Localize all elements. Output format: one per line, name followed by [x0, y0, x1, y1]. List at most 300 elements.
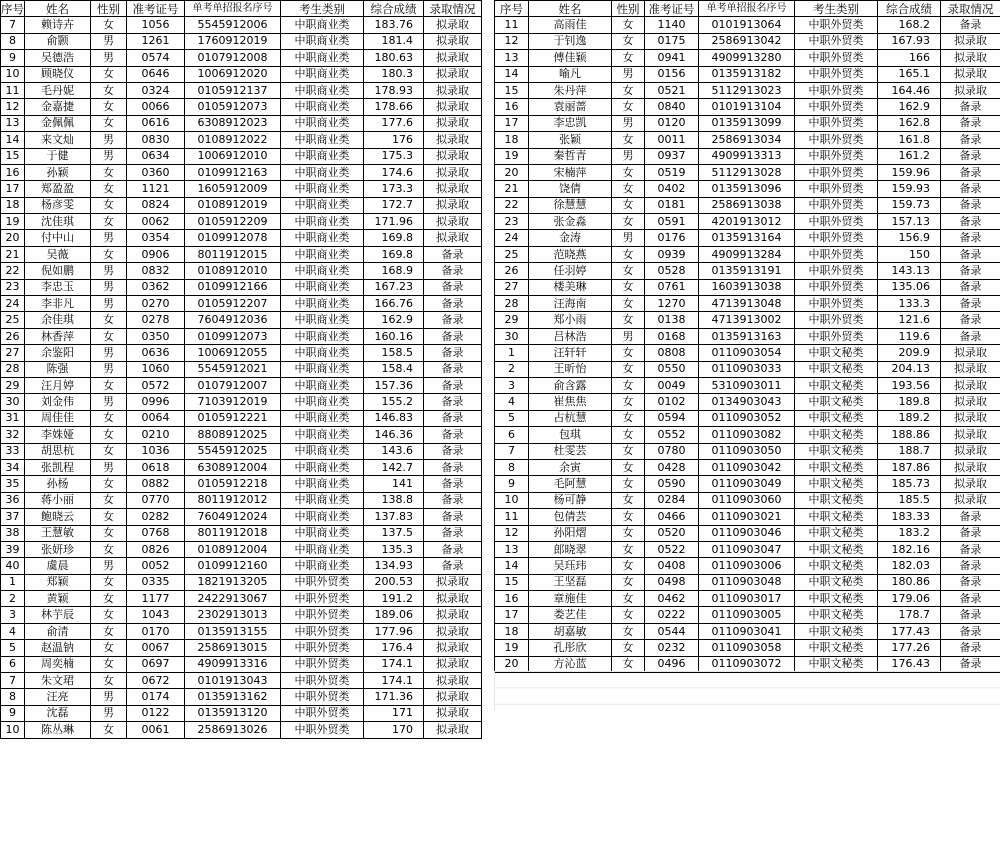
cell-registration-no: 4713913002	[699, 312, 795, 328]
cell-exam-id: 0175	[645, 33, 699, 49]
cell-gender: 女	[612, 361, 645, 377]
cell-gender: 女	[612, 279, 645, 295]
cell-index: 6	[1, 656, 25, 672]
cell-index: 16	[495, 99, 529, 115]
cell-gender: 女	[91, 722, 127, 738]
cell-name: 王慧敏	[25, 525, 91, 541]
cell-exam-id: 0354	[127, 230, 185, 246]
cell-registration-no: 2302913013	[185, 607, 281, 623]
cell-category: 中职商业类	[281, 345, 364, 361]
cell-index: 2	[1, 591, 25, 607]
cell-category: 中职商业类	[281, 509, 364, 525]
cell-registration-no: 1760912019	[185, 33, 281, 49]
cell-registration-no: 0135913162	[185, 689, 281, 705]
cell-gender: 女	[612, 164, 645, 180]
cell-category: 中职商业类	[281, 246, 364, 262]
cell-registration-no: 4201913012	[699, 214, 795, 230]
cell-index: 8	[1, 689, 25, 705]
cell-registration-no: 0105912218	[185, 476, 281, 492]
cell-registration-no: 0110903047	[699, 541, 795, 557]
cell-admission: 拟录取	[941, 33, 1000, 49]
cell-index: 15	[1, 148, 25, 164]
cell-name: 汪月婷	[25, 377, 91, 393]
cell-exam-id: 0590	[645, 476, 699, 492]
cell-category: 中职商业类	[281, 558, 364, 574]
table-row	[495, 361, 1000, 377]
cell-category: 中职外贸类	[281, 656, 364, 672]
table-row	[1, 181, 482, 197]
cell-name: 陈丛琳	[25, 722, 91, 738]
cell-exam-id: 0646	[127, 66, 185, 82]
cell-index: 22	[495, 197, 529, 213]
cell-name: 饶倩	[529, 181, 612, 197]
cell-exam-id: 0840	[645, 99, 699, 115]
cell-name: 余鉴阳	[25, 345, 91, 361]
cell-score: 133.3	[878, 296, 941, 312]
table-row	[495, 230, 1000, 246]
header-gender: 性别	[91, 1, 127, 17]
table-row	[1, 345, 482, 361]
cell-gender: 女	[612, 591, 645, 607]
cell-score: 183.33	[878, 509, 941, 525]
cell-exam-id: 0428	[645, 459, 699, 475]
cell-index: 18	[495, 623, 529, 639]
cell-gender: 女	[91, 246, 127, 262]
cell-exam-id: 0519	[645, 164, 699, 180]
cell-score: 134.93	[364, 558, 424, 574]
cell-exam-id: 0522	[645, 541, 699, 557]
cell-admission: 拟录取	[941, 394, 1000, 410]
cell-gender: 女	[612, 296, 645, 312]
cell-registration-no: 0110903033	[699, 361, 795, 377]
cell-score: 146.36	[364, 427, 424, 443]
cell-gender: 男	[612, 66, 645, 82]
cell-exam-id: 0591	[645, 214, 699, 230]
cell-gender: 女	[91, 410, 127, 426]
cell-index: 8	[495, 459, 529, 475]
table-row	[495, 214, 1000, 230]
table-row	[1, 427, 482, 443]
table-row	[495, 33, 1000, 49]
cell-name: 余佳琪	[25, 312, 91, 328]
right-score-table	[494, 0, 1000, 673]
cell-name: 孙杨	[25, 476, 91, 492]
cell-registration-no: 7604912024	[185, 509, 281, 525]
cell-admission: 备录	[424, 394, 482, 410]
cell-registration-no: 0110903021	[699, 509, 795, 525]
cell-admission: 备录	[941, 115, 1000, 131]
cell-name: 娄艺佳	[529, 607, 612, 623]
cell-index: 17	[1, 181, 25, 197]
cell-name: 于钊逸	[529, 33, 612, 49]
cell-index: 26	[1, 328, 25, 344]
table-row	[495, 459, 1000, 475]
table-row	[1, 148, 482, 164]
header-admission: 录取情况	[941, 1, 1000, 17]
cell-category: 中职外贸类	[795, 312, 878, 328]
cell-index: 25	[1, 312, 25, 328]
cell-registration-no: 8808912025	[185, 427, 281, 443]
table-row	[1, 263, 482, 279]
cell-name: 周奕楠	[25, 656, 91, 672]
cell-score: 135.3	[364, 541, 424, 557]
table-row	[1, 33, 482, 49]
cell-exam-id: 0830	[127, 132, 185, 148]
cell-name: 沈磊	[25, 705, 91, 721]
cell-exam-id: 0636	[127, 345, 185, 361]
cell-registration-no: 0135913099	[699, 115, 795, 131]
cell-category: 中职商业类	[281, 66, 364, 82]
cell-exam-id: 0616	[127, 115, 185, 131]
cell-category: 中职外贸类	[281, 705, 364, 721]
cell-registration-no: 0110903042	[699, 459, 795, 475]
cell-exam-id: 0067	[127, 640, 185, 656]
table-row	[1, 361, 482, 377]
cell-score: 189.2	[878, 410, 941, 426]
cell-registration-no: 4713913048	[699, 296, 795, 312]
table-row	[1, 230, 482, 246]
cell-registration-no: 8011912012	[185, 492, 281, 508]
cell-score: 189.8	[878, 394, 941, 410]
cell-score: 180.63	[364, 50, 424, 66]
cell-category: 中职商业类	[281, 148, 364, 164]
cell-registration-no: 0109912078	[185, 230, 281, 246]
cell-score: 189.06	[364, 607, 424, 623]
cell-gender: 男	[91, 132, 127, 148]
cell-admission: 备录	[941, 328, 1000, 344]
cell-index: 30	[1, 394, 25, 410]
cell-registration-no: 5545912025	[185, 443, 281, 459]
cell-category: 中职文秘类	[795, 345, 878, 361]
cell-admission: 备录	[424, 459, 482, 475]
cell-category: 中职外贸类	[281, 607, 364, 623]
cell-score: 161.8	[878, 132, 941, 148]
cell-admission: 备录	[941, 132, 1000, 148]
cell-name: 俞含露	[529, 377, 612, 393]
cell-gender: 女	[91, 673, 127, 689]
cell-exam-id: 1036	[127, 443, 185, 459]
cell-gender: 女	[612, 394, 645, 410]
cell-gender: 女	[612, 443, 645, 459]
cell-admission: 备录	[424, 525, 482, 541]
cell-exam-id: 0550	[645, 361, 699, 377]
cell-exam-id: 0808	[645, 345, 699, 361]
header-row	[495, 1, 1000, 17]
cell-index: 8	[1, 33, 25, 49]
cell-registration-no: 0135913096	[699, 181, 795, 197]
table-row	[1, 197, 482, 213]
cell-score: 182.16	[878, 541, 941, 557]
table-row	[1, 574, 482, 590]
cell-gender: 女	[91, 66, 127, 82]
cell-name: 毛阿慧	[529, 476, 612, 492]
cell-score: 146.83	[364, 410, 424, 426]
cell-registration-no: 1821913205	[185, 574, 281, 590]
cell-category: 中职外贸类	[795, 246, 878, 262]
cell-name: 李忠凯	[529, 115, 612, 131]
cell-exam-id: 0138	[645, 312, 699, 328]
cell-exam-id: 1177	[127, 591, 185, 607]
cell-registration-no: 4909913284	[699, 246, 795, 262]
table-row	[495, 509, 1000, 525]
cell-gender: 女	[91, 197, 127, 213]
cell-registration-no: 0109912163	[185, 164, 281, 180]
cell-score: 181.4	[364, 33, 424, 49]
cell-category: 中职外贸类	[795, 263, 878, 279]
table-row	[495, 263, 1000, 279]
cell-score: 166.76	[364, 296, 424, 312]
cell-name: 吴德浩	[25, 50, 91, 66]
cell-index: 3	[1, 607, 25, 623]
cell-registration-no: 5310903011	[699, 377, 795, 393]
cell-category: 中职文秘类	[795, 574, 878, 590]
cell-index: 15	[495, 82, 529, 98]
cell-registration-no: 0134903043	[699, 394, 795, 410]
table-row	[1, 558, 482, 574]
table-row	[1, 459, 482, 475]
cell-registration-no: 2586913042	[699, 33, 795, 49]
cell-index: 14	[495, 66, 529, 82]
cell-exam-id: 0761	[645, 279, 699, 295]
cell-score: 160.16	[364, 328, 424, 344]
cell-registration-no: 0105912073	[185, 99, 281, 115]
left-score-table	[0, 0, 482, 739]
cell-registration-no: 0101913064	[699, 17, 795, 33]
cell-exam-id: 0102	[645, 394, 699, 410]
cell-registration-no: 7103912019	[185, 394, 281, 410]
cell-admission: 拟录取	[941, 459, 1000, 475]
cell-score: 156.9	[878, 230, 941, 246]
cell-admission: 备录	[941, 623, 1000, 639]
cell-exam-id: 0066	[127, 99, 185, 115]
cell-registration-no: 6308912004	[185, 459, 281, 475]
cell-registration-no: 0105912209	[185, 214, 281, 230]
cell-category: 中职外贸类	[281, 722, 364, 738]
cell-exam-id: 0544	[645, 623, 699, 639]
cell-admission: 拟录取	[424, 230, 482, 246]
cell-index: 27	[1, 345, 25, 361]
cell-score: 177.6	[364, 115, 424, 131]
cell-name: 秦哲青	[529, 148, 612, 164]
cell-gender: 女	[91, 443, 127, 459]
cell-registration-no: 0105912221	[185, 410, 281, 426]
cell-gender: 男	[91, 689, 127, 705]
cell-registration-no: 0135913155	[185, 623, 281, 639]
cell-registration-no: 2586913038	[699, 197, 795, 213]
cell-category: 中职文秘类	[795, 476, 878, 492]
cell-gender: 女	[612, 492, 645, 508]
cell-name: 宋楠萍	[529, 164, 612, 180]
cell-gender: 男	[91, 148, 127, 164]
cell-exam-id: 0520	[645, 525, 699, 541]
cell-exam-id: 0996	[127, 394, 185, 410]
cell-exam-id: 0176	[645, 230, 699, 246]
cell-gender: 女	[612, 623, 645, 639]
cell-gender: 女	[612, 181, 645, 197]
cell-score: 174.1	[364, 656, 424, 672]
cell-score: 171.36	[364, 689, 424, 705]
cell-gender: 女	[612, 607, 645, 623]
cell-admission: 拟录取	[941, 476, 1000, 492]
cell-gender: 女	[612, 574, 645, 590]
cell-index: 14	[495, 558, 529, 574]
header-index: 序号	[1, 1, 24, 16]
cell-score: 178.93	[364, 82, 424, 98]
cell-name: 楼美琳	[529, 279, 612, 295]
header-exam-id: 准考证号	[645, 1, 699, 17]
cell-name: 朱丹萍	[529, 82, 612, 98]
cell-gender: 男	[91, 263, 127, 279]
cell-name: 杨可静	[529, 492, 612, 508]
cell-exam-id: 0528	[645, 263, 699, 279]
cell-category: 中职文秘类	[795, 591, 878, 607]
cell-gender: 女	[91, 312, 127, 328]
cell-index: 25	[495, 246, 529, 262]
cell-admission: 拟录取	[424, 574, 482, 590]
cell-score: 170	[364, 722, 424, 738]
cell-index: 6	[495, 427, 529, 443]
cell-gender: 男	[91, 33, 127, 49]
cell-gender: 女	[612, 558, 645, 574]
cell-score: 188.7	[878, 443, 941, 459]
cell-category: 中职文秘类	[795, 377, 878, 393]
table-row	[1, 525, 482, 541]
table-row	[495, 328, 1000, 344]
table-row	[495, 17, 1000, 33]
cell-admission: 备录	[424, 296, 482, 312]
header-category: 考生类别	[281, 1, 364, 17]
cell-name: 徐慧慧	[529, 197, 612, 213]
cell-index: 19	[495, 640, 529, 656]
empty-grid-area	[494, 671, 1000, 711]
cell-exam-id: 0168	[645, 328, 699, 344]
cell-index: 22	[1, 263, 25, 279]
cell-name: 金涛	[529, 230, 612, 246]
cell-index: 37	[1, 509, 25, 525]
cell-registration-no: 0135913164	[699, 230, 795, 246]
table-row	[495, 345, 1000, 361]
cell-category: 中职文秘类	[795, 410, 878, 426]
cell-index: 27	[495, 279, 529, 295]
cell-score: 200.53	[364, 574, 424, 590]
cell-exam-id: 0049	[645, 377, 699, 393]
cell-index: 11	[495, 509, 529, 525]
table-row	[1, 394, 482, 410]
cell-score: 141	[364, 476, 424, 492]
cell-admission: 备录	[424, 377, 482, 393]
cell-category: 中职文秘类	[795, 509, 878, 525]
cell-name: 方沁蓝	[529, 656, 612, 672]
cell-registration-no: 5112913023	[699, 82, 795, 98]
cell-category: 中职商业类	[281, 132, 364, 148]
cell-name: 陈强	[25, 361, 91, 377]
cell-admission: 备录	[424, 541, 482, 557]
cell-gender: 女	[612, 541, 645, 557]
cell-registration-no: 0107912007	[185, 377, 281, 393]
cell-admission: 拟录取	[424, 66, 482, 82]
cell-gender: 女	[91, 607, 127, 623]
cell-name: 王昕怡	[529, 361, 612, 377]
header-name: 姓名	[529, 1, 612, 17]
cell-admission: 拟录取	[941, 410, 1000, 426]
cell-registration-no: 0107912008	[185, 50, 281, 66]
table-row	[495, 591, 1000, 607]
cell-score: 137.5	[364, 525, 424, 541]
cell-name: 张凯程	[25, 459, 91, 475]
table-row	[495, 410, 1000, 426]
header-category: 考生类别	[795, 1, 878, 17]
cell-name: 崔焦焦	[529, 394, 612, 410]
cell-exam-id: 0939	[645, 246, 699, 262]
cell-name: 赖诗卉	[25, 17, 91, 33]
cell-category: 中职文秘类	[795, 607, 878, 623]
cell-admission: 拟录取	[424, 164, 482, 180]
cell-category: 中职外贸类	[795, 328, 878, 344]
cell-name: 来文灿	[25, 132, 91, 148]
cell-admission: 备录	[941, 558, 1000, 574]
cell-gender: 女	[91, 640, 127, 656]
cell-gender: 女	[612, 656, 645, 672]
table-row	[1, 689, 482, 705]
cell-admission: 备录	[941, 181, 1000, 197]
cell-score: 138.8	[364, 492, 424, 508]
cell-category: 中职商业类	[281, 296, 364, 312]
cell-registration-no: 0108912022	[185, 132, 281, 148]
cell-admission: 拟录取	[424, 722, 482, 738]
cell-name: 章施佳	[529, 591, 612, 607]
table-row	[1, 115, 482, 131]
header-index: 序号	[495, 1, 529, 17]
cell-admission: 拟录取	[941, 443, 1000, 459]
cell-admission: 备录	[424, 279, 482, 295]
cell-name: 胡嘉敏	[529, 623, 612, 639]
cell-registration-no: 0110903054	[699, 345, 795, 361]
cell-admission: 拟录取	[424, 148, 482, 164]
table-row	[1, 99, 482, 115]
cell-gender: 女	[612, 214, 645, 230]
table-row	[495, 607, 1000, 623]
cell-name: 刘金伟	[25, 394, 91, 410]
cell-exam-id: 0498	[645, 574, 699, 590]
cell-exam-id: 0282	[127, 509, 185, 525]
cell-index: 7	[1, 673, 25, 689]
cell-gender: 女	[612, 410, 645, 426]
cell-exam-id: 0941	[645, 50, 699, 66]
cell-registration-no: 5545912021	[185, 361, 281, 377]
cell-exam-id: 1140	[645, 17, 699, 33]
cell-gender: 女	[91, 509, 127, 525]
cell-admission: 备录	[424, 312, 482, 328]
table-row	[495, 574, 1000, 590]
cell-score: 171.96	[364, 214, 424, 230]
cell-score: 159.93	[878, 181, 941, 197]
cell-index: 4	[495, 394, 529, 410]
cell-exam-id: 1270	[645, 296, 699, 312]
cell-category: 中职文秘类	[795, 492, 878, 508]
cell-exam-id: 0222	[645, 607, 699, 623]
cell-admission: 备录	[941, 197, 1000, 213]
cell-index: 17	[495, 115, 529, 131]
cell-admission: 拟录取	[424, 656, 482, 672]
cell-registration-no: 0135913120	[185, 705, 281, 721]
cell-gender: 男	[91, 230, 127, 246]
cell-admission: 拟录取	[424, 181, 482, 197]
cell-admission: 备录	[941, 99, 1000, 115]
table-row	[1, 279, 482, 295]
cell-score: 162.8	[878, 115, 941, 131]
cell-registration-no: 1006912055	[185, 345, 281, 361]
cell-registration-no: 5545912006	[185, 17, 281, 33]
